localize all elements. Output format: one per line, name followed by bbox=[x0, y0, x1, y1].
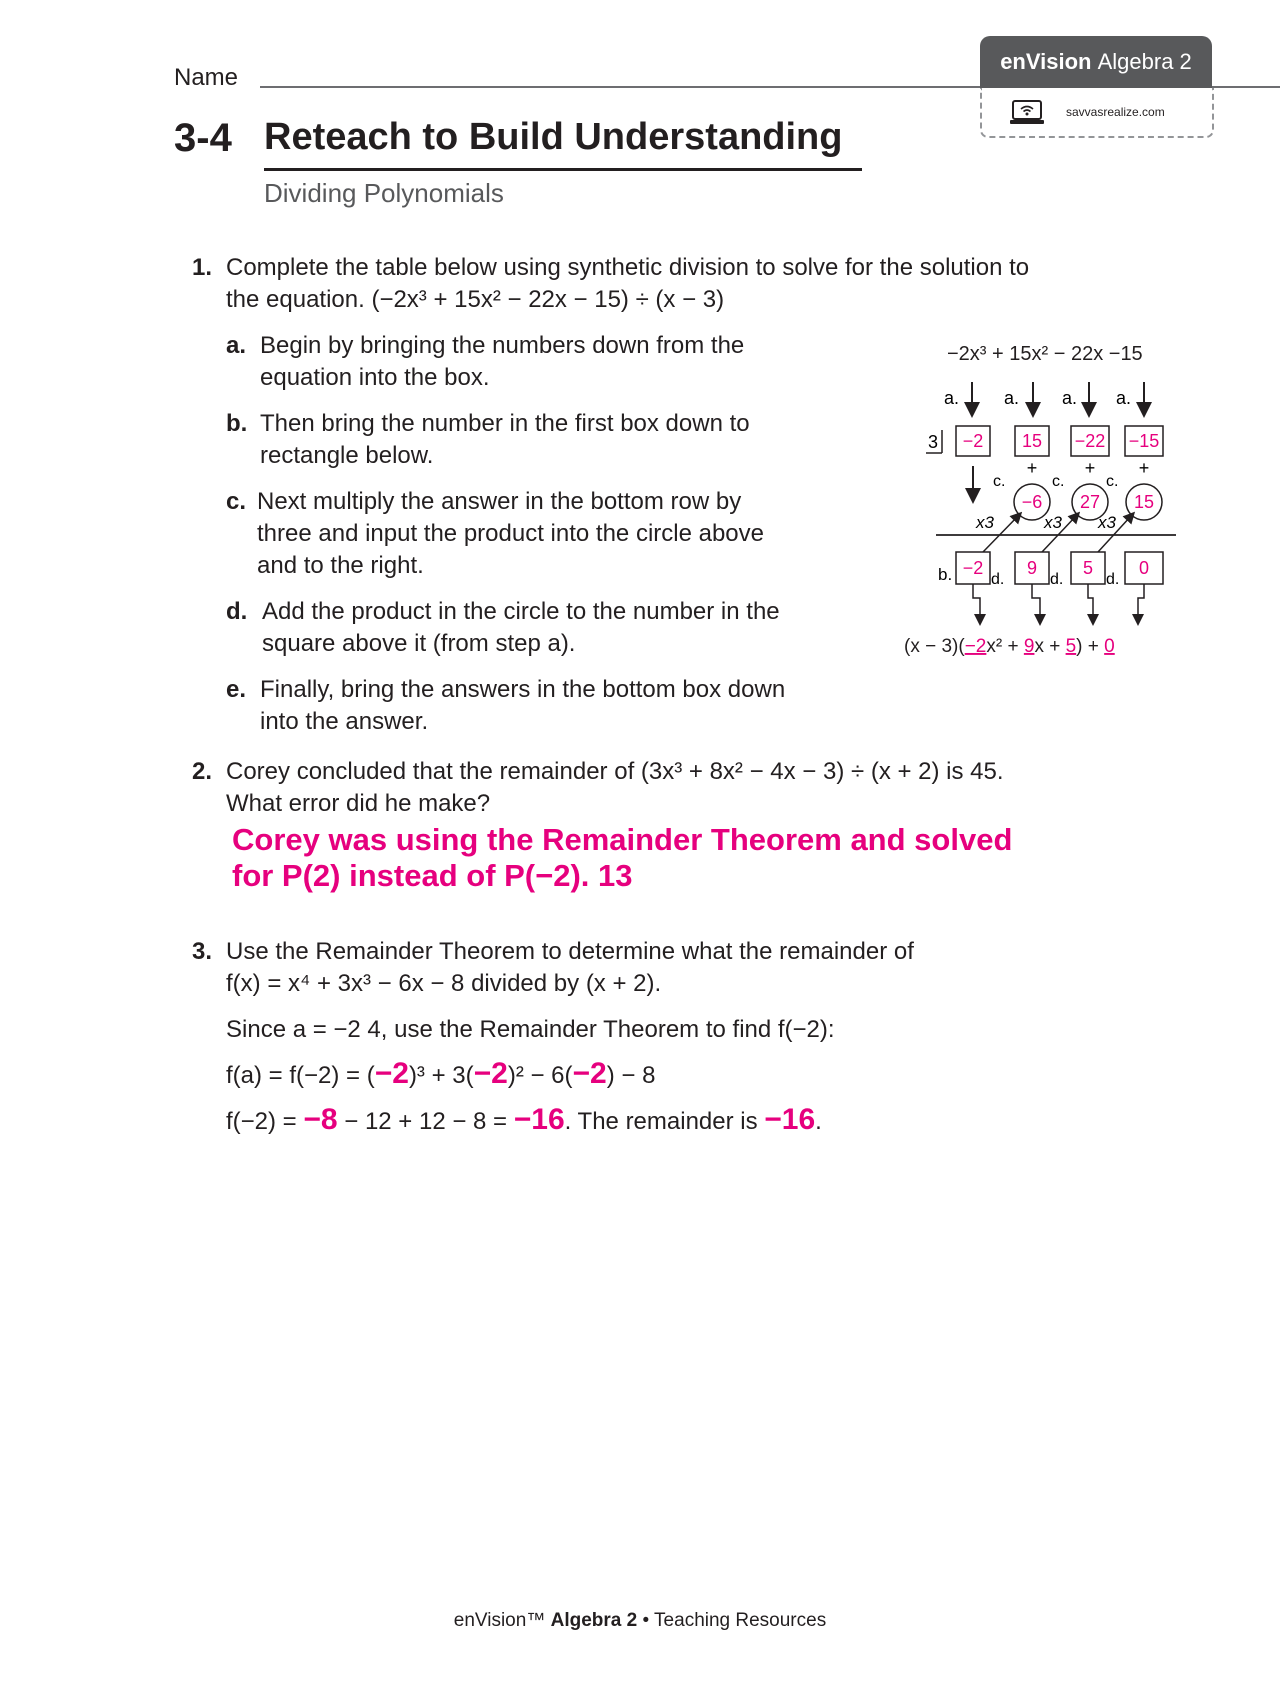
times-label-1: x3 bbox=[976, 513, 994, 532]
q1-a-line2: equation into the box. bbox=[260, 364, 490, 391]
circle-value-2: 27 bbox=[1079, 492, 1101, 512]
laptop-wifi-icon bbox=[1010, 99, 1044, 125]
q3-line1: Use the Remainder Theorem to determine what the remainder of bbox=[226, 938, 914, 965]
connector-1 bbox=[973, 584, 980, 620]
lesson-number: 3-4 bbox=[174, 116, 232, 160]
diagram-step-a-2: a. bbox=[1004, 388, 1020, 408]
q3-l5-f: −16 bbox=[764, 1103, 816, 1136]
plus-1: + bbox=[1026, 458, 1038, 478]
q3-line3: Since a = −2 4, use the Remainder Theorem to find f(−2): bbox=[226, 1016, 835, 1043]
q2-line2: What error did he make? bbox=[226, 790, 491, 817]
footer-brand: enVision™ bbox=[453, 1610, 551, 1631]
q1-a-label: a. bbox=[226, 332, 247, 359]
diagram-step-d-1: d. bbox=[991, 571, 1005, 588]
connector-4 bbox=[1138, 584, 1144, 620]
q2-number: 2. bbox=[192, 758, 213, 785]
diagram-step-c-1: c. bbox=[993, 473, 1006, 490]
diagram-step-a-4: a. bbox=[1116, 388, 1132, 408]
realize-box bbox=[980, 88, 1214, 138]
plus-2: + bbox=[1084, 458, 1096, 478]
result-c: 5 bbox=[1065, 636, 1077, 657]
title-rule bbox=[264, 168, 862, 171]
q1-number: 1. bbox=[192, 254, 213, 281]
q3-l4-c: )³ + 3( bbox=[408, 1062, 474, 1089]
q1-e-label: e. bbox=[226, 676, 247, 703]
circle-value-1: −6 bbox=[1021, 492, 1043, 512]
times-label-2: x3 bbox=[1044, 513, 1062, 532]
q1-a-line1: Begin by bringing the numbers down from the bbox=[260, 332, 745, 359]
diagram-step-a-3: a. bbox=[1062, 388, 1078, 408]
bottom-box-value-3: 5 bbox=[1082, 558, 1094, 578]
brand-name: enVision bbox=[1000, 49, 1092, 74]
top-box-value-4: −15 bbox=[1128, 431, 1160, 451]
q3-line2: f(x) = x⁴ + 3x³ − 6x − 8 divided by (x + 2). bbox=[226, 970, 662, 997]
q3-l4-g: ) − 8 bbox=[606, 1062, 656, 1089]
q1-e-line1: Finally, bring the answers in the bottom box down bbox=[260, 676, 786, 703]
q3-l5-b: −8 bbox=[303, 1103, 338, 1136]
q1-c-label: c. bbox=[226, 488, 247, 515]
result-a-suffix: x² + bbox=[986, 636, 1024, 657]
q3-l5-d: −16 bbox=[513, 1103, 565, 1136]
diagram-step-b: b. bbox=[938, 565, 953, 584]
q1-b-line2: rectangle below. bbox=[260, 442, 434, 469]
times-label-3: x3 bbox=[1098, 513, 1116, 532]
diagram-result bbox=[904, 636, 1115, 657]
diagram-step-d-2: d. bbox=[1050, 571, 1064, 588]
q3-l5-a: f(−2) = bbox=[226, 1108, 304, 1135]
result-c-suffix: ) + bbox=[1076, 636, 1105, 657]
bottom-box-value-1: −2 bbox=[962, 558, 984, 578]
q2-answer-line1: Corey was using the Remainder Theorem and solved bbox=[232, 822, 1013, 857]
q1-c-line1: Next multiply the answer in the bottom row by bbox=[257, 488, 742, 515]
envision-logo bbox=[980, 36, 1212, 88]
q1-d-line2: square above it (from step a). bbox=[262, 630, 576, 657]
connector-3 bbox=[1088, 584, 1093, 620]
q3-l5-g: . bbox=[815, 1108, 822, 1135]
q1-c-line3: and to the right. bbox=[257, 552, 424, 579]
q3-line5 bbox=[226, 1104, 822, 1138]
footer-rest: • Teaching Resources bbox=[637, 1610, 827, 1631]
q1-d-label: d. bbox=[226, 598, 248, 625]
q1-c-line2: three and input the product into the circle above bbox=[257, 520, 764, 547]
name-label: Name bbox=[174, 64, 239, 91]
footer-book: Algebra 2 bbox=[550, 1610, 638, 1631]
diagram-step-c-3: c. bbox=[1106, 473, 1119, 490]
result-d: 0 bbox=[1104, 636, 1115, 657]
plus-3: + bbox=[1138, 458, 1150, 478]
q1-b-label: b. bbox=[226, 410, 248, 437]
result-b-suffix: x + bbox=[1034, 636, 1066, 657]
top-box-value-1: −2 bbox=[962, 431, 984, 451]
q3-l5-e: . The remainder is bbox=[564, 1108, 765, 1135]
q3-l4-d: −2 bbox=[473, 1057, 508, 1090]
diagram-step-a-1: a. bbox=[944, 388, 960, 408]
q2-answer-line2: for P(2) instead of P(−2). 13 bbox=[232, 858, 633, 893]
bottom-box-value-4: 0 bbox=[1138, 558, 1150, 578]
q3-l4-f: −2 bbox=[572, 1057, 607, 1090]
q3-l4-e: )² − 6( bbox=[507, 1062, 573, 1089]
lesson-title: Reteach to Build Understanding bbox=[264, 116, 843, 158]
q2-line1: Corey concluded that the remainder of (3x³ + 8x² − 4x − 3) ÷ (x + 2) is 45. bbox=[226, 758, 1004, 785]
diagram-equation: −2x³ + 15x² − 22x −15 bbox=[947, 343, 1143, 365]
q1-line1: Complete the table below using synthetic division to solve for the solution to bbox=[226, 254, 1030, 281]
bottom-box-value-2: 9 bbox=[1026, 558, 1038, 578]
synthetic-division-diagram bbox=[880, 330, 1200, 670]
result-b: 9 bbox=[1023, 636, 1035, 657]
q3-number: 3. bbox=[192, 938, 213, 965]
q3-line4 bbox=[226, 1058, 655, 1092]
top-box-value-3: −22 bbox=[1074, 431, 1106, 451]
q1-d-line1: Add the product in the circle to the number in the bbox=[262, 598, 780, 625]
diagram-step-c-2: c. bbox=[1052, 473, 1065, 490]
brand-suffix: Algebra 2 bbox=[1097, 49, 1192, 74]
connector-2 bbox=[1032, 584, 1040, 620]
top-box-value-2: 15 bbox=[1021, 431, 1043, 451]
result-a: −2 bbox=[964, 636, 987, 657]
diagram-step-d-3: d. bbox=[1106, 571, 1120, 588]
q3-l4-b: −2 bbox=[374, 1057, 409, 1090]
page-footer bbox=[0, 1610, 1280, 1632]
q1-b-line1: Then bring the number in the first box down to bbox=[260, 410, 750, 437]
lesson-subtitle: Dividing Polynomials bbox=[264, 178, 504, 208]
q1-line2: the equation. (−2x³ + 15x² − 22x − 15) ÷ (x − 3) bbox=[226, 286, 725, 313]
diagram-divisor: 3 bbox=[928, 432, 939, 452]
result-prefix: (x − 3)( bbox=[904, 636, 965, 657]
q3-l4-a: f(a) = f(−2) = ( bbox=[226, 1062, 375, 1089]
q1-e-line2: into the answer. bbox=[260, 708, 429, 735]
q3-l5-c: − 12 + 12 − 8 = bbox=[337, 1108, 514, 1135]
realize-url[interactable]: savvasrealize.com bbox=[1066, 105, 1165, 119]
circle-value-3: 15 bbox=[1133, 492, 1155, 512]
